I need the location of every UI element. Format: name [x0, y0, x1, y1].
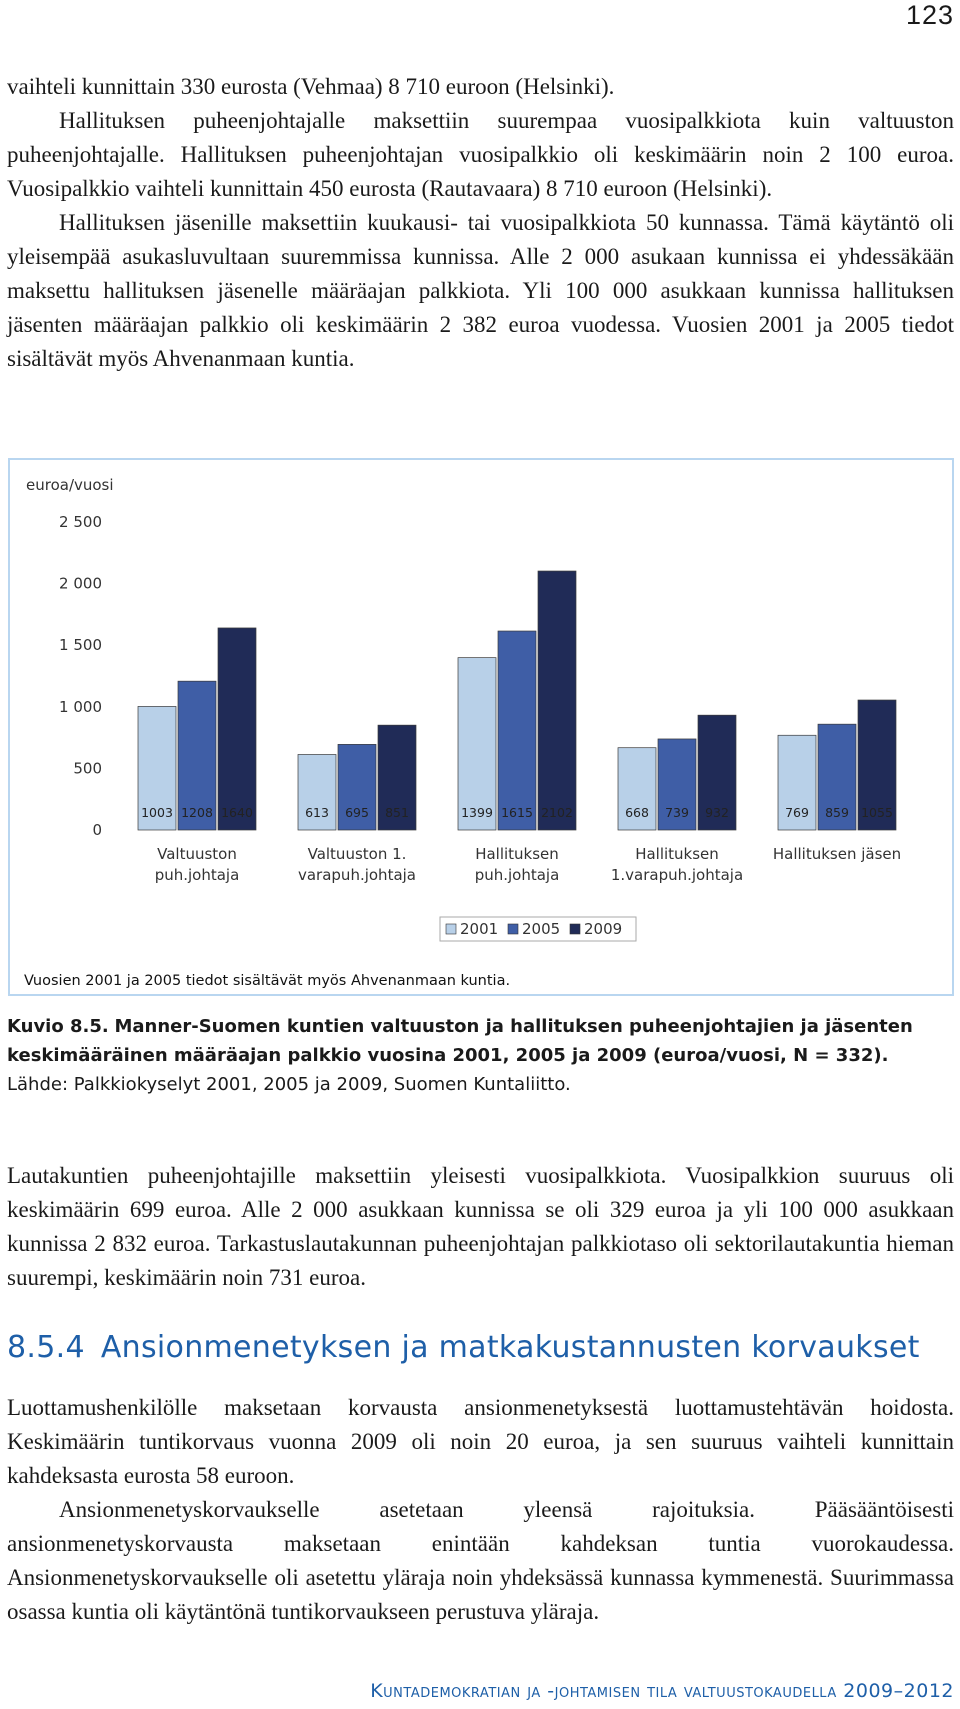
data-label: 932 [705, 805, 729, 820]
section-title: Ansionmenetyksen ja matkakustannusten korvaukset [100, 1330, 920, 1365]
category-label: varapuh.johtaja [297, 866, 417, 884]
bar-chart [10, 460, 952, 994]
data-label: 1208 [181, 805, 213, 820]
y-tick-label: 1 500 [59, 636, 102, 655]
body-text-mid [7, 1159, 954, 1295]
data-label: 1399 [461, 805, 493, 820]
category-label: puh.johtaja [474, 866, 560, 884]
figure-caption [7, 1012, 954, 1099]
body-text-top [7, 70, 954, 376]
legend-label: 2001 [460, 920, 499, 938]
bar-2009 [218, 628, 256, 830]
data-label: 1055 [861, 805, 893, 820]
legend-swatch-2001 [446, 924, 456, 934]
y-tick-label: 2 000 [59, 574, 102, 593]
bar-2009 [538, 571, 576, 830]
caption-title: Manner-Suomen kuntien valtuuston ja hallituksen puheenjohtajien ja jäsenten keskimääräinen määräajan palkkio vuosina 2001, 2005 ja 2009 (euroa/vuosi, N = 332). [7, 1016, 913, 1066]
figure-chart [8, 458, 954, 996]
running-footer: Kuntademokratian ja -johtamisen tila valtuustokaudella 2009–2012 [370, 1680, 954, 1702]
body-text-bottom [7, 1391, 954, 1629]
data-label: 2102 [541, 805, 573, 820]
caption-source: Lähde: Palkkiokyselyt 2001, 2005 ja 2009, Suomen Kuntaliitto. [7, 1074, 571, 1095]
data-label: 1615 [501, 805, 533, 820]
paragraph: Hallituksen jäsenille maksettiin kuukausi- tai vuosipalkkiota 50 kunnassa. Tämä käytäntö oli yleisempää asukasluvultaan suuremmissa kunnissa. Alle 2 000 asukaan kunnissa ei yhdessäkään maksettu hallituksen jäsenelle määräajan palkkiota. Yli 100 000 asukkaan kunnissa hallituksen jäsenten määräajan palkkio oli keskimäärin 2 382 euroa vuodessa. Vuosien 2001 ja 2005 tiedot sisältävät myös Ahvenanmaan kuntia. [7, 210, 954, 371]
category-label: Hallituksen jäsen [772, 845, 902, 863]
y-tick-label: 2 500 [59, 513, 102, 531]
data-label: 851 [385, 805, 409, 820]
data-label: 668 [625, 805, 649, 820]
data-label: 859 [825, 805, 849, 820]
category-label: Hallituksen [635, 845, 719, 863]
paragraph: Hallituksen puheenjohtajalle maksettiin suurempaa vuosipalkkiota kuin valtuuston puheenjohtajalle. Hallituksen puheenjohtajan vuosipalkkio oli keskimäärin noin 2 100 euroa. Vuosipalkkio vaihteli kunnittain 450 eurosta (Rautavaara) 8 710 euroon (Helsinki). [7, 108, 954, 201]
data-label: 613 [305, 805, 329, 820]
bar-2005 [498, 631, 536, 830]
data-label: 1640 [221, 805, 253, 820]
data-label: 769 [785, 805, 809, 820]
section-heading [7, 1330, 920, 1365]
section-number: 8.5.4 [7, 1330, 85, 1365]
paragraph: Lautakuntien puheenjohtajille maksettiin yleisesti vuosipalkkiota. Vuosipalkkion suuruus oli keskimäärin 699 euroa. Alle 2 000 asukkaan kunnissa se oli 329 euroa ja yli 100 000 asukkaan kunnissa 2 832 euroa. Tarkastuslautakunnan puheenjohtajan palkkiotaso oli sektorilautakuntia hieman suurempi, keskimäärin noin 731 euroa. [7, 1163, 954, 1290]
category-label: Hallituksen [475, 845, 559, 863]
category-label: 1.varapuh.johtaja [610, 866, 744, 884]
y-tick-label: 500 [73, 759, 102, 778]
data-label: 739 [665, 805, 689, 820]
legend-label: 2009 [584, 920, 623, 938]
y-tick-label: 1 000 [59, 697, 102, 716]
legend-swatch-2009 [570, 924, 580, 934]
y-axis-label: euroa/vuosi [26, 476, 114, 494]
legend-swatch-2005 [508, 924, 518, 934]
paragraph: Luottamushenkilölle maksetaan korvausta ansionmenetyksestä luottamustehtävän hoidosta. Keskimäärin tuntikorvaus vuonna 2009 oli noin 20 euroa, ja sen suuruus vaihteli kunnittain kahdeksasta eurosta 58 euroon. [7, 1395, 954, 1488]
y-tick-label: 0 [92, 821, 102, 839]
data-label: 695 [345, 805, 369, 820]
data-label: 1003 [141, 805, 173, 820]
caption-label: Kuvio 8.5. [7, 1016, 109, 1037]
paragraph: vaihteli kunnittain 330 eurosta (Vehmaa) 8 710 euroon (Helsinki). [7, 74, 615, 99]
page-number: 123 [905, 0, 954, 30]
chart-footnote: Vuosien 2001 ja 2005 tiedot sisältävät myös Ahvenanmaan kuntia. [24, 973, 511, 989]
paragraph: Ansionmenetyskorvaukselle asetetaan yleensä rajoituksia. Pääsääntöisesti ansionmenetyskorvausta maksetaan enintään kahdeksan tuntia vuorokaudessa. Ansionmenetyskorvaukselle oli asetettu yläraja noin yhdeksässä kunnassa kymmenestä. Suurimmassa osassa kuntia oli käytäntönä tuntikorvaukseen perustuva yläraja. [7, 1497, 954, 1624]
legend-label: 2005 [522, 920, 561, 938]
category-label: Valtuuston [157, 845, 237, 863]
category-label: Valtuuston 1. [307, 845, 407, 863]
category-label: puh.johtaja [154, 866, 240, 884]
